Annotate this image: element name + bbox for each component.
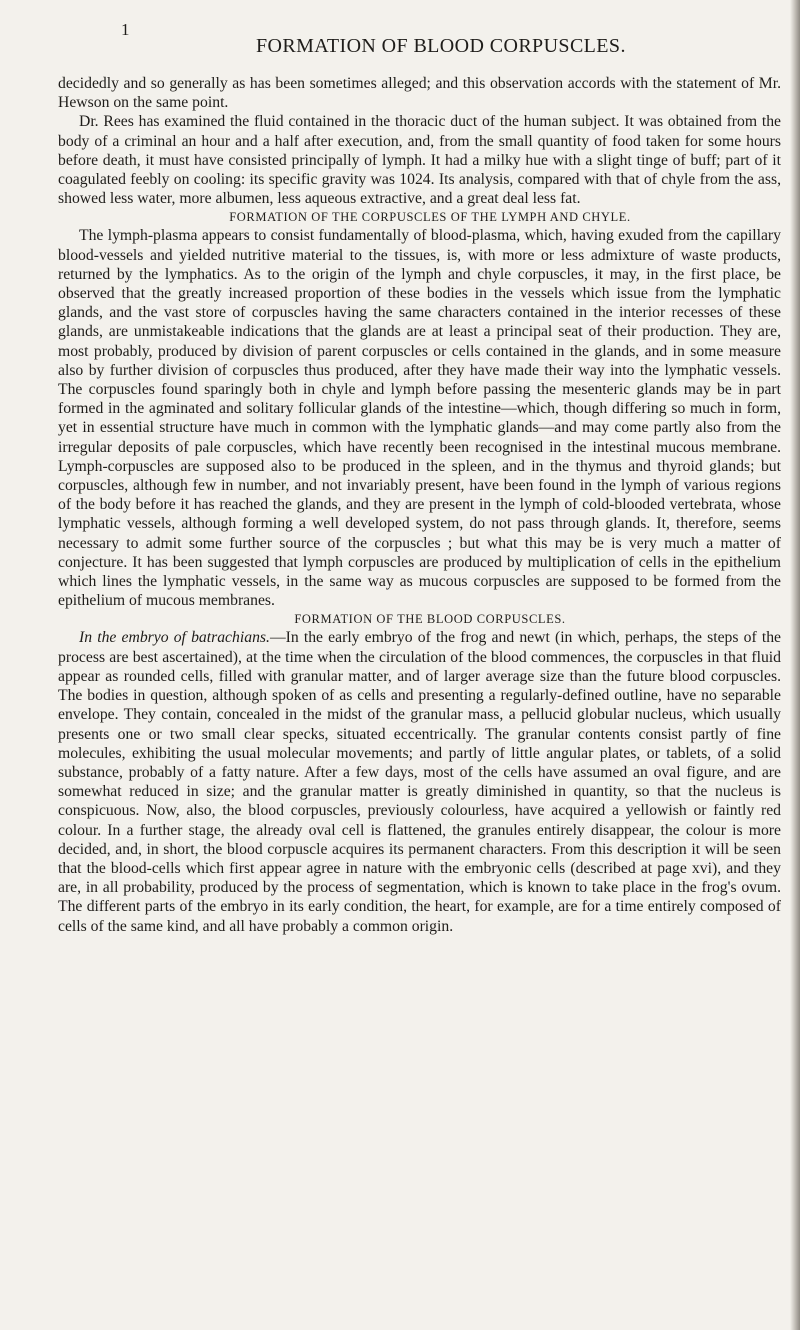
paragraph-embryo-batrachians — [58, 628, 781, 935]
running-head: FORMATION OF BLOOD CORPUSCLES. — [256, 35, 626, 57]
section-heading-lymph-chyle: FORMATION OF THE CORPUSCLES OF THE LYMPH AND CHYLE. — [229, 210, 631, 225]
body-text — [58, 74, 781, 936]
paragraph-continued: decidedly and so generally as has been sometimes alleged; and this observation accords with the statement of Mr. Hewson on the same point. — [58, 75, 781, 112]
paragraph-lymph-chyle-formation: The lymph-plasma appears to consist fundamentally of blood-plasma, which, having exuded from the capillary blood-vessels and yielded nutritive material to the tissues, is, with more or less admixture of waste products, returned by the lymphatics. As to the origin of the lymph and chyle corpuscles, it may, in the first place, be observed that the greatly increased proportion of these bodies in the vessels which issue from the lymphatic glands, and the vast store of corpuscles having the same characters contained in the interior recesses of these glands, are unmistakeable indications that the glands are at least a principal seat of their production. They are, most probably, produced by division of parent corpuscles or cells contained in the glands, and in some measure also by further division of corpuscles thus produced, after they have made their way into the lymphatic vessels. The corpuscles found sparingly both in chyle and lymph before passing the mesenteric glands may be in part formed in the agminated and solitary follicular glands of the intestine—which, though differing so much in form, yet in essential structure have much in common with the lymphatic glands—and may come partly also from the irregular deposits of pale corpuscles, which have recently been recognised in the intestinal mucous membrane. Lymph-corpuscles are supposed also to be produced in the spleen, and in the thymus and thyroid glands; but corpuscles, although few in number, and not invariably present, have been found in the lymph of various regions of the body before it has reached the glands, and they are present in the lymph of cold-blooded vertebrata, whose lymphatic vessels, although forming a well developed system, do not pass through glands. It, therefore, seems necessary to admit some further source of the corpuscles ; but what this may be is very much a matter of conjecture. It has been suggested that lymph corpuscles are produced by multiplication of cells in the epithelium which lines the lymphatic vessels, in the same way as mucous corpuscles are supposed to be formed from the epithelium of mucous membranes. — [58, 227, 781, 610]
page-edge-shadow — [790, 0, 800, 1330]
paragraph-thoracic-duct: Dr. Rees has examined the fluid contained in the thoracic duct of the human subject. It was obtained from the body of a criminal an hour and a half after execution, and, from the small quantity of food taken for some hours before death, it must have consisted principally of lymph. It had a milky hue with a slight tinge of buff; part of it coagulated feebly on cooling: its specific gravity was 1024. Its analysis, compared with that of chyle from the ass, showed less water, more albumen, less aqueous extractive, and a great deal less fat. — [58, 113, 781, 208]
section-heading-blood-corpuscles: FORMATION OF THE BLOOD CORPUSCLES. — [294, 612, 566, 627]
paragraph-embryo-text: —In the early embryo of the frog and newt (in which, perhaps, the steps of the process are best ascertained), at the time when the circulation of the blood commences, the corpuscles in that fluid appear as rounded cells, filled with granular matter, and of larger average size than the future blood corpuscles. The bodies in question, although spoken of as cells and presenting a regularly-defined outline, have no separable envelope. They contain, concealed in the midst of the granular mass, a pellucid globular nucleus, which usually presents one or two small clear specks, situated eccentrically. The granular contents consist partly of fine molecules, exhibiting the usual molecular movements; and partly of little angular plates, or tablets, of a solid substance, probably of a fatty nature. After a few days, most of the cells have assumed an oval figure, and are somewhat reduced in size; and the granular matter is greatly diminished in quantity, so that the nucleus is conspicuous. Now, also, the blood corpuscles, previously colourless, have acquired a yellowish or faintly red colour. In a further stage, the already oval cell is flattened, the granules entirely disappear, the colour is more decided, and, in short, the blood corpuscle acquires its permanent characters. From this description it will be seen that the blood-cells which first appear agree in nature with the embryonic cells (described at page xvi), and they are, in all probability, produced by the process of segmentation, which is known to take place in the frog's ovum. The different parts of the embryo in its early condition, the heart, for example, are for a time entirely composed of cells of the same kind, and all have probably a common origin. — [58, 629, 782, 935]
paragraph-lead-italic: In the embryo of batrachians. — [79, 629, 270, 647]
page-number: 1 — [121, 20, 130, 39]
